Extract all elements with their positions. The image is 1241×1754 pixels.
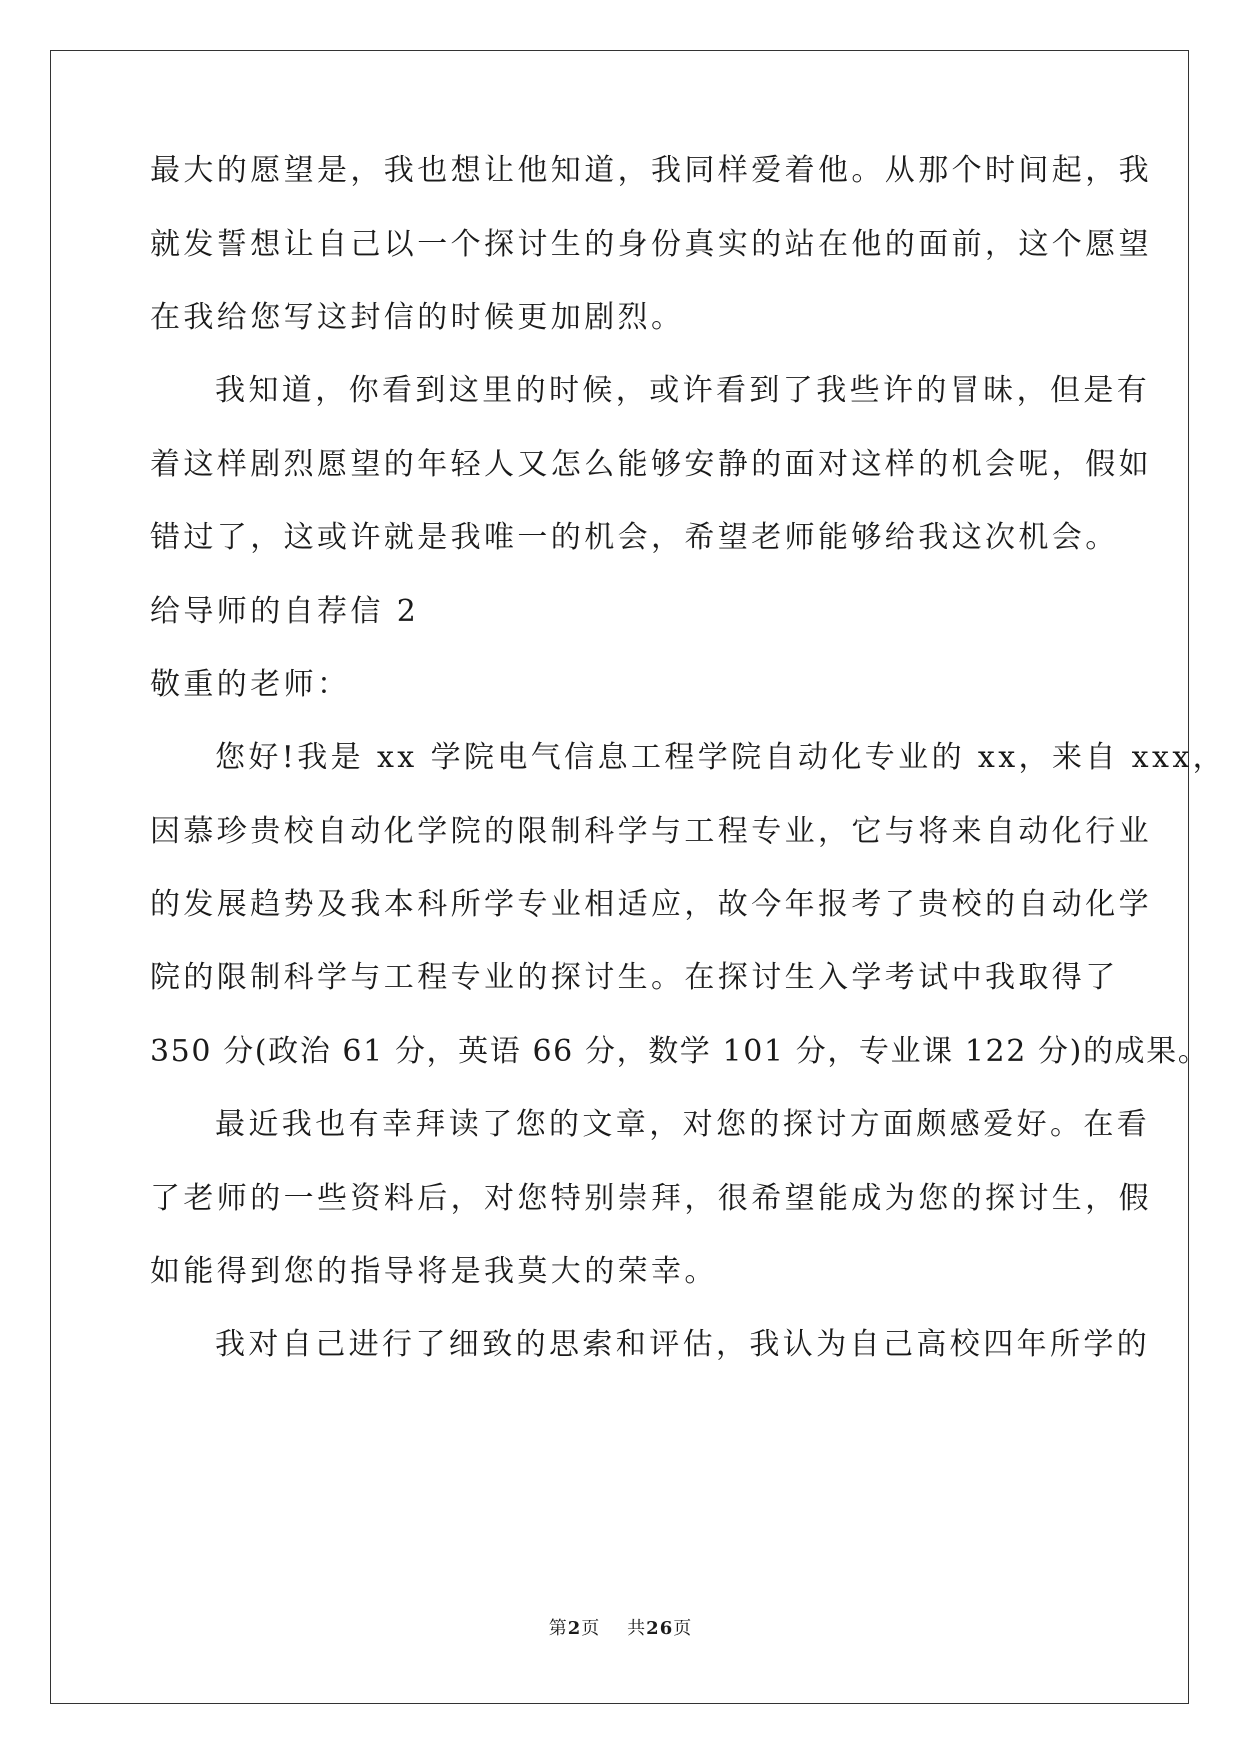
text-line: 您好!我是 xx 学院电气信息工程学院自动化专业的 xx，来自 xxx，: [215, 740, 1227, 775]
footer-page-prefix: 第: [548, 1618, 568, 1639]
text-line: 如能得到您的指导将是我莫大的荣幸。: [150, 1254, 718, 1289]
text-line: 的发展趋势及我本科所学专业相适应，故今年报考了贵校的自动化学: [150, 887, 1152, 922]
text-line: 了老师的一些资料后，对您特别崇拜，很希望能成为您的探讨生，假: [150, 1181, 1152, 1216]
text-line: 着这样剧烈愿望的年轻人又怎么能够安静的面对这样的机会呢，假如: [150, 447, 1152, 482]
footer-page-current: 2: [567, 1618, 582, 1639]
text-line: 院的限制科学与工程专业的探讨生。在探讨生入学考试中我取得了: [150, 960, 1119, 995]
footer-total-unit: 页: [673, 1618, 693, 1639]
text-line: 因慕珍贵校自动化学院的限制科学与工程专业，它与将来自动化行业: [150, 814, 1152, 849]
text-line: 350 分(政治 61 分，英语 66 分，数学 101 分，专业课 122 分)的成果。: [150, 1034, 1210, 1069]
page-footer: [0, 1617, 1241, 1641]
footer-total-prefix: 共: [627, 1618, 647, 1639]
text-line: 我知道，你看到这里的时候，或许看到了我些许的冒昧，但是有: [215, 373, 1151, 408]
text-line: 最近我也有幸拜读了您的文章，对您的探讨方面颇感爱好。在看: [215, 1107, 1151, 1142]
text-line: 就发誓想让自己以一个探讨生的身份真实的站在他的面前，这个愿望: [150, 227, 1152, 262]
text-line: 我对自己进行了细致的思索和评估，我认为自己高校四年所学的: [215, 1327, 1151, 1362]
text-line: 错过了，这或许就是我唯一的机会，希望老师能够给我这次机会。: [150, 520, 1119, 555]
section-heading: 给导师的自荐信 2: [150, 594, 420, 629]
text-line: 在我给您写这封信的时候更加剧烈。: [150, 300, 685, 335]
footer-page-total: 26: [646, 1618, 674, 1639]
text-line: 最大的愿望是，我也想让他知道，我同样爱着他。从那个时间起，我: [150, 153, 1152, 188]
footer-page-unit: 页: [581, 1618, 601, 1639]
salutation: 敬重的老师：: [150, 667, 351, 702]
